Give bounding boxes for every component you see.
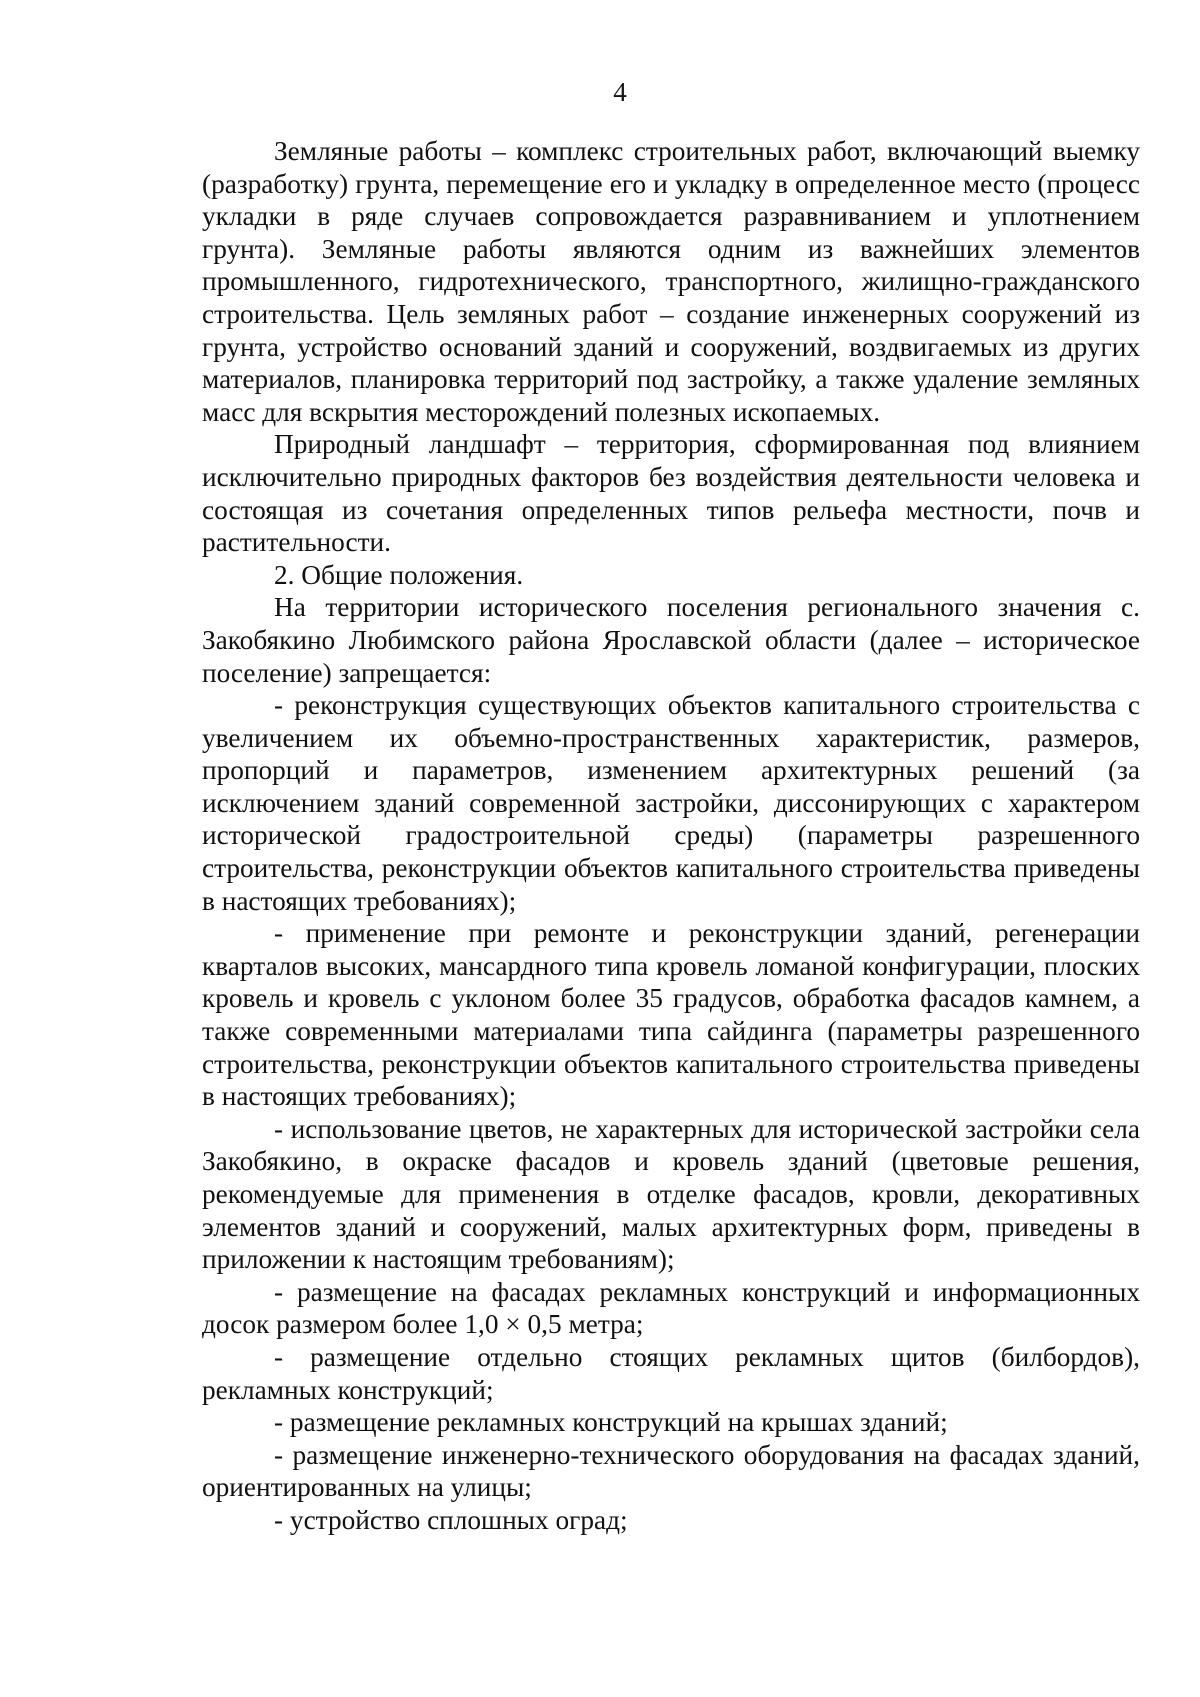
list-item: - размещение отдельно стоящих рекламных щитов (билбордов), рекламных конструкций; [202,1341,1140,1405]
list-item: - размещение инженерно-технического оборудования на фасадах зданий, ориентированных на улицы; [202,1439,1140,1503]
list-item: - устройство сплошных оград; [274,1504,628,1535]
list-item: - размещение на фасадах рекламных конструкций и информационных досок размером более 1,0 × 0,5 метра; [202,1276,1140,1340]
prohibitions-intro: На территории исторического поселения регионального значения с. Закобякино Любимского района Ярославской области (далее – историческое поселение) запрещается: [202,592,1140,688]
list-item: - размещение рекламных конструкций на крышах зданий; [274,1407,948,1438]
list-item: - использование цветов, не характерных для исторической застройки села Закобякино, в окраске фасадов и кровель зданий (цветовые решения, рекомендуемые для применения в отделке фасадов, кровли, декоративных элементов зданий и сооружений, малых архитектурных форм, приведены в приложении к настоящим требованиям); [202,1113,1140,1275]
list-item: - реконструкция существующих объектов капитального строительства с увеличением их объемно-пространственных характеристик, размеров, пропорций и параметров, изменением архитектурных решений (за исключением зданий современной застройки, диссонирующих с характером исторической градостроительной среды) (параметры разрешенного строительства, реконструкции объектов капитального строительства приведены в настоящих требованиях); [202,690,1140,916]
definition-natural-landscape: Природный ландшафт – территория, сформированная под влиянием исключительно природных факторов без воздействия деятельности человека и состоящая из сочетания определенных типов рельефа местности, почв и растительности. [202,429,1140,558]
document-body [202,135,1140,1537]
page-number: 4 [613,77,627,107]
section-heading-general-provisions: 2. Общие положения. [274,559,524,590]
list-item: - применение при ремонте и реконструкции зданий, регенерации кварталов высоких, мансардного типа кровель ломаной конфигурации, плоских кровель и кровель с уклоном более 35 градусов, обработка фасадов камнем, а также современными материалами типа сайдинга (параметры разрешенного строительства, реконструкции объектов капитального строительства приведены в настоящих требованиях); [202,918,1140,1112]
definition-earthworks: Земляные работы – комплекс строительных работ, включающий выемку (разработку) грунта, перемещение его и укладку в определенное место (процесс укладки в ряде случаев сопровождается разравниванием и уплотнением грунта). Земляные работы являются одним из важнейших элементов промышленного, гидротехнического, транспортного, жилищно-гражданского строительства. Цель земляных работ – создание инженерных сооружений из грунта, устройство оснований зданий и сооружений, воздвигаемых из других материалов, планировка территорий под застройку, а также удаление земляных масс для вскрытия месторождений полезных ископаемых. [202,136,1140,427]
